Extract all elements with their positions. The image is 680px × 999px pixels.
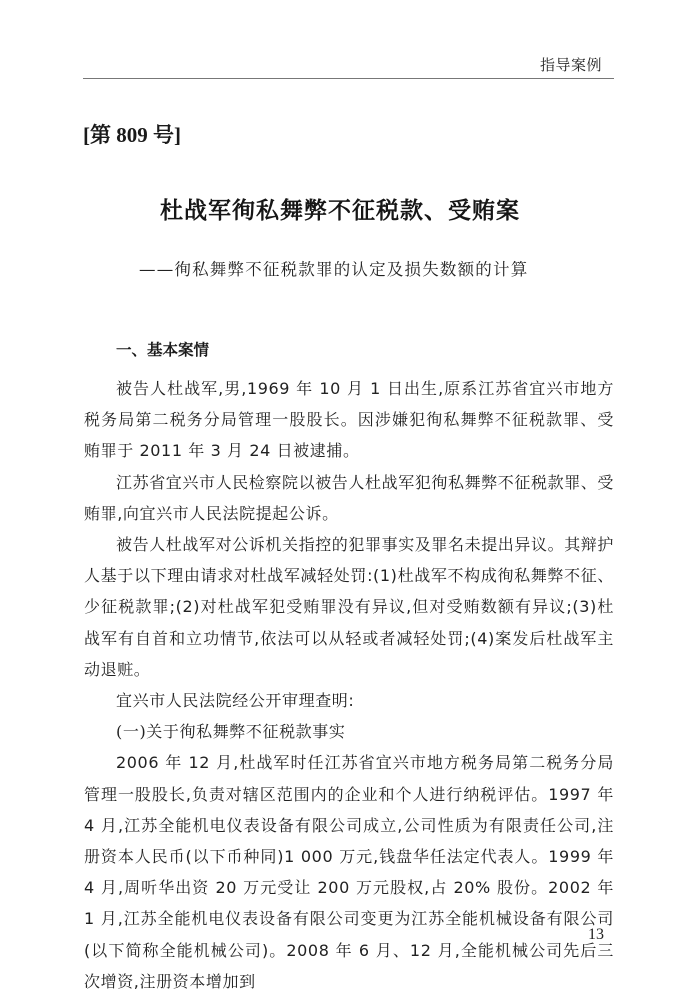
- article-title: 杜战军徇私舞弊不征税款、受贿案: [160, 198, 520, 224]
- article-subtitle: ——徇私舞弊不征税款罪的认定及损失数额的计算: [139, 260, 529, 279]
- sub-heading: (一)关于徇私舞弊不征税款事实: [116, 722, 346, 742]
- body-text: [84, 373, 614, 997]
- paragraph: 被告人杜战军对公诉机关指控的犯罪事实及罪名未提出异议。其辩护人基于以下理由请求对杜战军减轻处罚:(1)杜战军不构成徇私舞弊不征、少征税款罪;(2)对杜战军犯受贿罪没有异议,但对受贿数额有异议;(3)杜战军有自首和立功情节,依法可以从轻或者减轻处罚;(4)案发后杜战军主动退赃。: [84, 535, 615, 679]
- page-number: 13: [588, 926, 604, 943]
- paragraph: 江苏省宜兴市人民检察院以被告人杜战军犯徇私舞弊不征税款罪、受贿罪,向宜兴市人民法院提起公诉。: [84, 472, 615, 523]
- running-head: 指导案例: [540, 56, 603, 74]
- case-number: [第 809 号]: [83, 123, 181, 147]
- header-rule: [83, 78, 614, 79]
- paragraph: 2006 年 12 月,杜战军时任江苏省宜兴市地方税务局第二税务分局管理一股股长,负责对辖区范围内的企业和个人进行纳税评估。1997 年 4 月,江苏全能机电仪表设备有限公司成立,公司性质为有限责任公司,注册资本人民币(以下币种同)1 000 万元,钱盘华任法定代表人。1999 年 4 月,周听华出资 20 万元受让 200 万元股权,占 20% 股份。2002 年 1 月,江苏全能机电仪表设备有限公司变更为江苏全能机械设备有限公司(以下简称全能机械公司)。2008 年 6 月、12 月,全能机械公司先后三次增资,注册资本增加到: [84, 753, 614, 991]
- paragraph: 宜兴市人民法院经公开审理查明:: [116, 691, 355, 711]
- paragraph: 被告人杜战军,男,1969 年 10 月 1 日出生,原系江苏省宜兴市地方税务局第二税务分局管理一股股长。因涉嫌犯徇私舞弊不征税款罪、受贿罪于 2011 年 3 月 24 日被逮捕。: [84, 379, 614, 461]
- section-heading: 一、基本案情: [116, 341, 210, 359]
